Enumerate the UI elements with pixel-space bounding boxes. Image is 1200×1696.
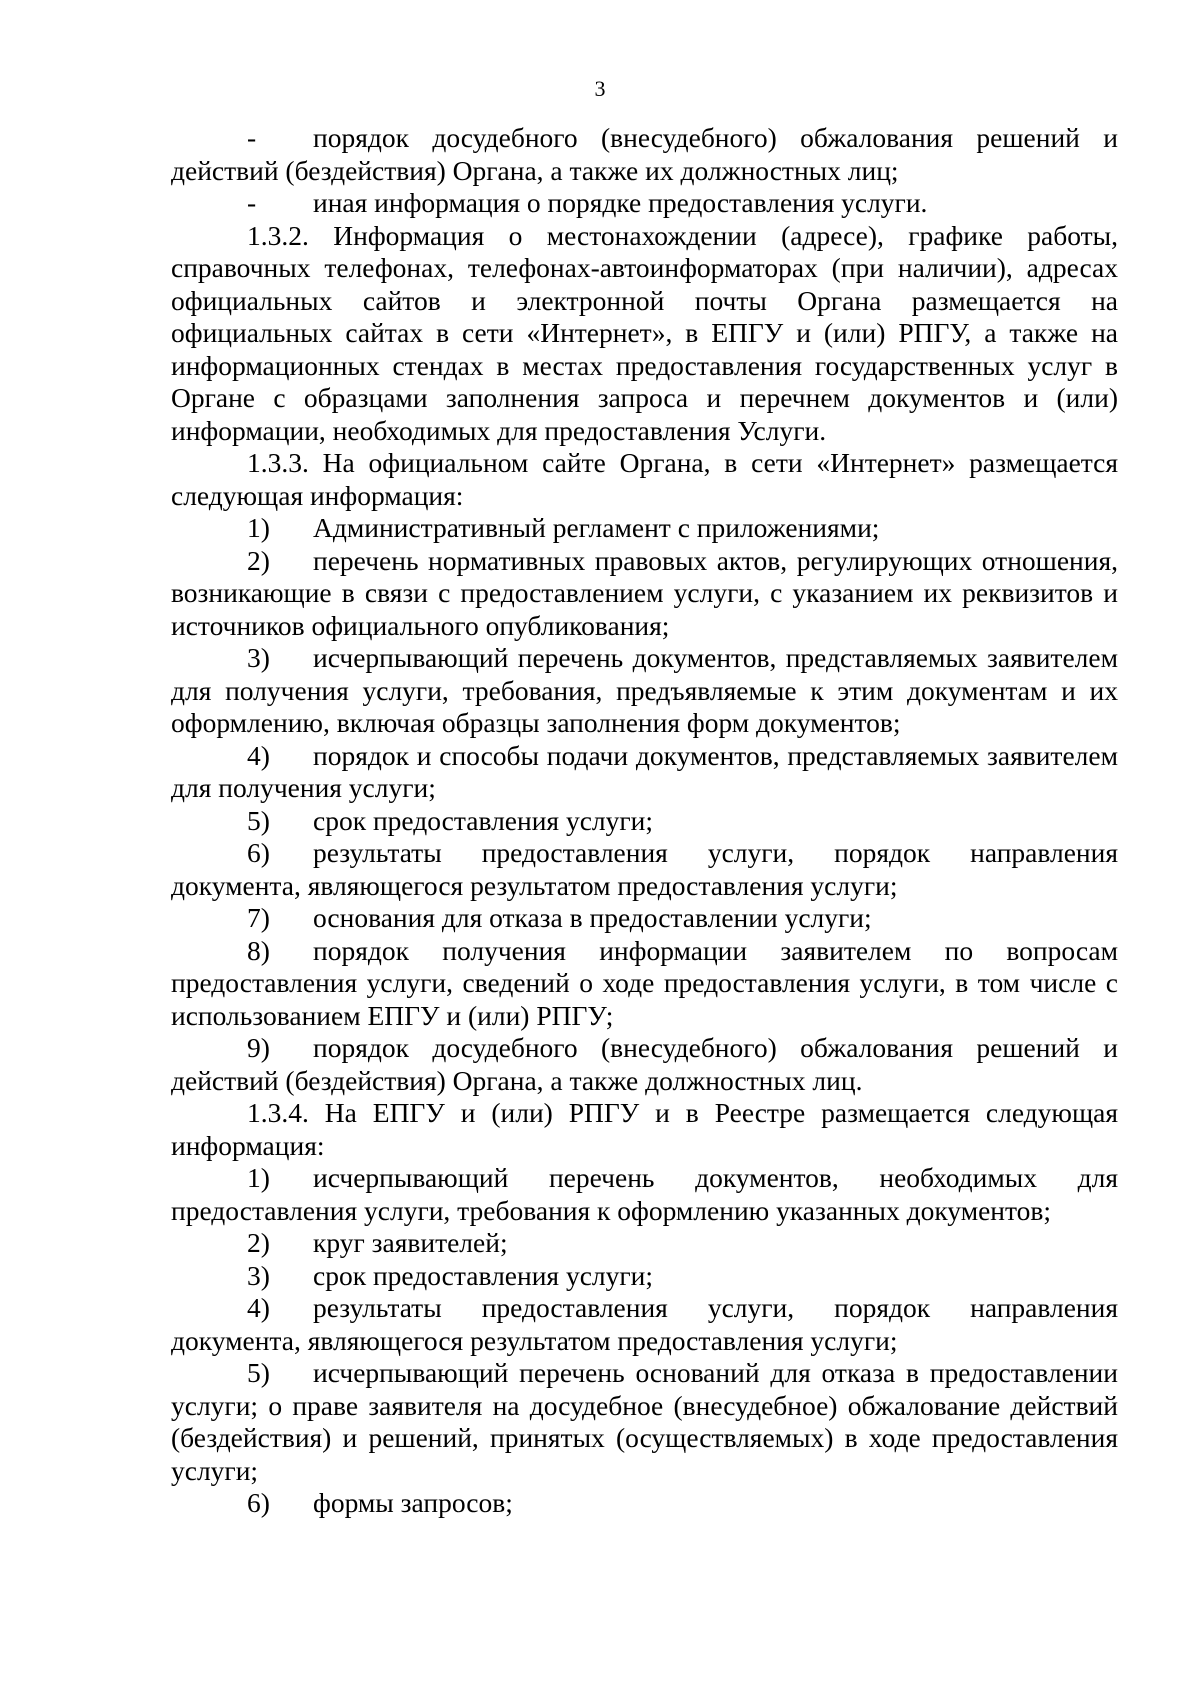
list-item-text: результаты предоставления услуги, порядок направления документа, являющегося результатом предоставления услуги;: [171, 1292, 1118, 1356]
list-item: [171, 805, 1118, 838]
list-marker: 4): [247, 1292, 270, 1323]
list-item-text: Административный регламент с приложениями;: [313, 512, 880, 543]
list-item-text: круг заявителей;: [313, 1227, 508, 1258]
list-marker: 9): [247, 1032, 270, 1063]
list-item: [171, 187, 1118, 220]
list-marker: 6): [247, 1487, 270, 1518]
list-marker: 3): [247, 1259, 270, 1291]
list-item: [171, 512, 1118, 545]
list-item: [171, 122, 1118, 187]
list-item-text: исчерпывающий перечень документов, необходимых для предоставления услуги, требования к оформлению указанных документов;: [171, 1162, 1118, 1226]
paragraph-1-3-4: 1.3.4. На ЕПГУ и (или) РПГУ и в Реестре размещается следующая информация:: [171, 1097, 1118, 1161]
list-item-text: перечень нормативных правовых актов, регулирующих отношения, возникающие в связи с предоставлением услуги, с указанием их реквизитов и источников официального опубликования;: [171, 544, 1118, 641]
list-item-text: порядок и способы подачи документов, представляемых заявителем для получения услуги;: [171, 739, 1118, 803]
list-marker: 8): [247, 934, 270, 966]
list-marker: 2): [247, 544, 270, 576]
list-marker: 2): [247, 1227, 270, 1258]
paragraph-1-3-3: 1.3.3. На официальном сайте Органа, в сети «Интернет» размещается следующая информация:: [171, 447, 1118, 511]
list-item: [171, 837, 1118, 902]
list-item: [171, 1162, 1118, 1227]
list-marker: 1): [247, 1162, 270, 1193]
list-item: [171, 1487, 1118, 1520]
list-marker: 5): [247, 804, 270, 836]
list-item: [171, 1357, 1118, 1487]
list-item-text: порядок досудебного (внесудебного) обжалования решений и действий (бездействия) Органа, а также их должностных лиц;: [171, 122, 1118, 186]
document-body: [171, 122, 1118, 1520]
list-item: [171, 1032, 1118, 1097]
list-marker: -: [247, 122, 257, 153]
list-item: [171, 1292, 1118, 1357]
list-item-text: порядок досудебного (внесудебного) обжалования решений и действий (бездействия) Органа, а также должностных лиц.: [171, 1032, 1118, 1096]
list-item-text: срок предоставления услуги;: [313, 1259, 654, 1291]
list-item: [171, 902, 1118, 935]
list-item: [171, 642, 1118, 740]
list-item-text: исчерпывающий перечень документов, представляемых заявителем для получения услуги, требования, предъявляемые к этим документам и их оформлению, включая образцы заполнения форм документов;: [171, 642, 1118, 738]
page-number: 3: [594, 76, 606, 101]
list-item: [171, 545, 1118, 643]
list-item-text: иная информация о порядке предоставления услуги.: [313, 187, 928, 218]
list-item: [171, 1227, 1118, 1260]
list-item-text: срок предоставления услуги;: [313, 804, 654, 836]
paragraph-1-3-2: 1.3.2. Информация о местонахождении (адресе), графике работы, справочных телефонах, телефонах-автоинформаторах (при наличии), адресах официальных сайтов и электронной почты Органа размещается на официальных сайтах в сети «Интернет», в ЕПГУ и (или) РПГУ, а также на информационных стендах в местах предоставления государственных услуг в Органе с образцами заполнения запроса и перечнем документов и (или) информации, необходимых для предоставления Услуги.: [171, 219, 1118, 446]
list-item: [171, 740, 1118, 805]
list-marker: -: [247, 187, 257, 218]
list-item: [171, 1260, 1118, 1293]
list-item-text: основания для отказа в предоставлении услуги;: [313, 902, 872, 933]
list-item-text: исчерпывающий перечень оснований для отказа в предоставлении услуги; о праве заявителя на досудебное (внесудебное) обжалование действий (бездействия) и решений, принятых (осуществляемых) в ходе предоставления услуги;: [171, 1357, 1118, 1486]
list-item-text: формы запросов;: [313, 1487, 513, 1518]
list-marker: 4): [247, 739, 270, 771]
list-marker: 3): [247, 642, 270, 673]
list-item-text: результаты предоставления услуги, порядок направления документа, являющегося результатом предоставления услуги;: [171, 837, 1118, 901]
list-marker: 1): [247, 512, 270, 543]
list-marker: 5): [247, 1357, 270, 1388]
list-item: [171, 935, 1118, 1033]
list-item-text: порядок получения информации заявителем по вопросам предоставления услуги, сведений о ходе предоставления услуги, в том числе с использованием ЕПГУ и (или) РПГУ;: [171, 934, 1118, 1031]
list-marker: 6): [247, 837, 270, 868]
list-marker: 7): [247, 902, 270, 933]
